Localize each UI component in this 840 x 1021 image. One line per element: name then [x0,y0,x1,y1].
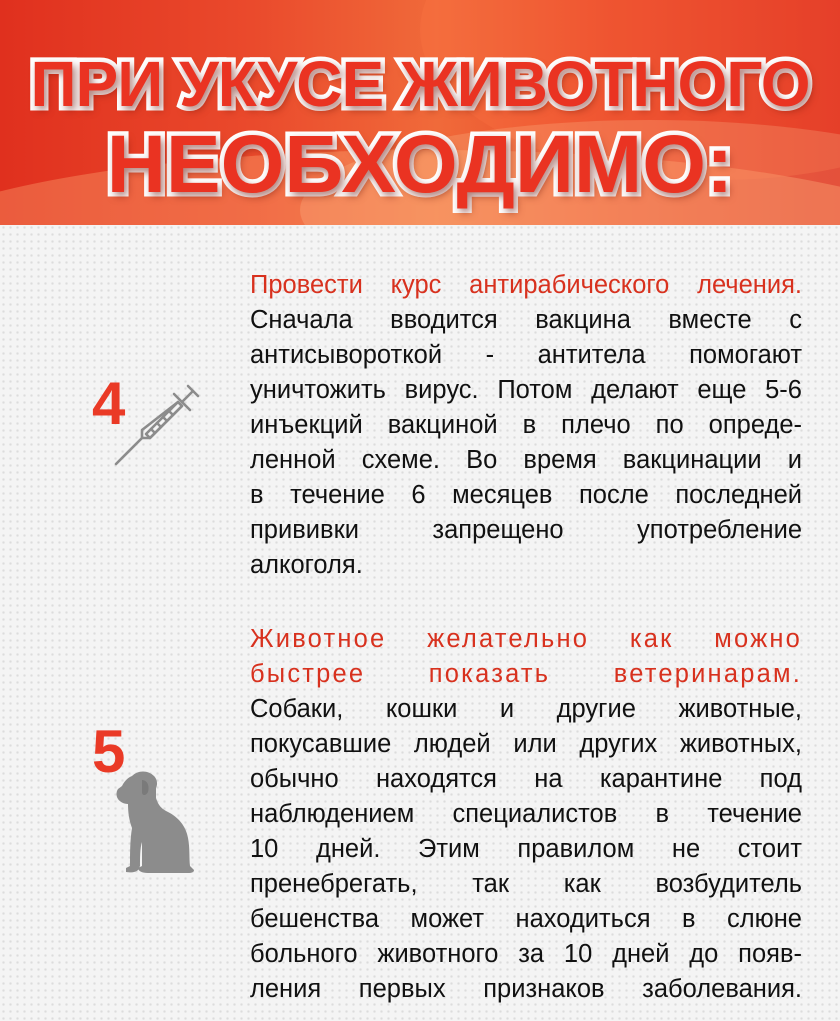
text-line: ления первых признаков заболевания. [250,975,802,1003]
banner-title-line1: ПРИ УКУСЕ ЖИВОТНОГО [30,48,810,120]
text-line: бешенства может находиться в слюне [250,905,802,933]
text-line: Собаки, кошки и другие животные, [250,695,802,723]
text-line: 10 дней. Этим правилом не стоит [250,835,802,863]
header-banner [0,0,840,225]
step-number: 5 [92,718,126,785]
step-5-heading-line: Животное желательно как можно [250,625,802,653]
step-5-heading-line: быстрее показать ветеринарам. [250,660,802,688]
text-line: антисывороткой - антитела помогают [250,341,802,369]
banner-title [0,48,840,210]
text-line: ленной схеме. Во время вакцинации и [250,446,802,474]
text-line: обычно находятся на карантине под [250,765,802,793]
text-line: уничтожить вирус. Потом делают еще 5-6 [250,376,802,404]
dog-silhouette-icon [112,768,198,874]
text-line: больного животного за 10 дней до появ- [250,940,802,968]
text-line: алкоголя. [250,551,363,579]
text-line: в течение 6 месяцев после последней [250,481,802,509]
text-line: инъекций вакциной в плечо по опреде- [250,411,802,439]
step-5-text [250,622,802,1007]
text-line: Сначала вводится вакцина вместе с [250,306,802,334]
step-number: 4 [92,370,126,437]
text-line: прививки запрещено употребление [250,516,802,544]
text-line: пренебрегать, так как возбудитель [250,870,802,898]
step-4-heading: Провести курс антирабического лечения. [250,271,802,299]
text-line: покусавшие людей или других животных, [250,730,802,758]
banner-title-line2: НЕОБХОДИМО: [106,119,734,210]
text-line: наблюдением специалистов в течение [250,800,802,828]
step-4-text [250,268,802,583]
syringe-icon [112,380,204,468]
